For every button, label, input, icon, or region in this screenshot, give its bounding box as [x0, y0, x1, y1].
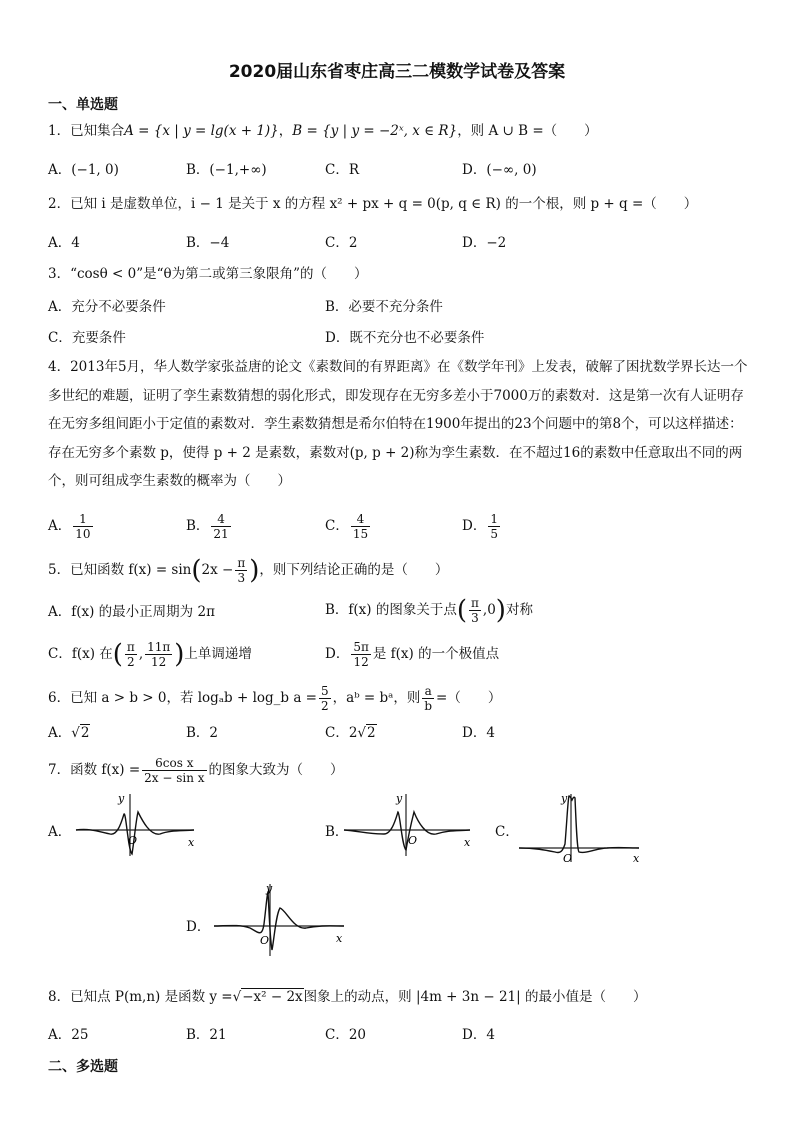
- q4-option-c[interactable]: [325, 512, 372, 541]
- q8-option-d[interactable]: D．4: [462, 1027, 495, 1043]
- q2-option-a[interactable]: A．4: [48, 235, 80, 251]
- q4-option-d-label: D．: [462, 518, 487, 534]
- svg-text:x: x: [464, 836, 471, 849]
- q5-option-a[interactable]: A．f(x) 的最小正周期为 2π: [48, 604, 215, 620]
- q1-sep: ，: [278, 123, 293, 139]
- q8-option-b[interactable]: B．21: [186, 1027, 227, 1043]
- question-4-stem: 4．2013年5月，华人数学家张益唐的论文《素数间的有界距离》在《数学年刊》上发表，破解了困扰数学界长达一个多世纪的难题，证明了孪生素数猜想的弱化形式，即发现存在无穷多差小于7000万的素数对．这是第一次有人证明存在无穷多组间距小于定值的素数对．孪生素数猜想是希尔伯特在1900年提出的23个问题中的第8个，可以这样描述：存在无穷多个素数 p，使得 p + 2 是素数，素数对(p, p + 2)称为孪生素数．在不超过16的素数中任意取出不同的两个，则可组成孪生素数的概率为（ ）: [48, 359, 748, 489]
- q6-option-c[interactable]: C．2√2: [325, 725, 376, 741]
- q6-option-d[interactable]: D．4: [462, 725, 495, 741]
- q7-graph-a[interactable]: [70, 790, 200, 860]
- q1-suffix: ，则 A ∪ B =（ ）: [457, 123, 598, 139]
- svg-text:x: x: [188, 836, 195, 849]
- question-8-stem: 8．已知点 P(m,n) 是函数 y =√−x² − 2x图象上的动点，则 |4m + 3n − 21| 的最小值是（ ）: [48, 989, 647, 1005]
- svg-text:y: y: [561, 792, 568, 805]
- q6-option-b[interactable]: B．2: [186, 725, 219, 741]
- q4-option-a[interactable]: [48, 512, 95, 541]
- q2-option-c[interactable]: C．2: [325, 235, 358, 251]
- q4-option-c-label: C．: [325, 518, 349, 534]
- q4-option-d[interactable]: [462, 512, 502, 541]
- q1-option-b[interactable]: B．(−1,+∞): [186, 162, 267, 178]
- q2-option-b[interactable]: B．−4: [186, 235, 230, 251]
- question-1-stem: [48, 121, 598, 141]
- q5-option-d[interactable]: D． $\frac{5\pi}{12}$ 是 f(x) 的一个极值点: [325, 640, 500, 669]
- q5-option-b[interactable]: B．f(x) 的图象关于点( $\frac{\pi}{3}$ ,0)对称: [325, 595, 533, 626]
- q1-option-c[interactable]: C．R: [325, 162, 359, 178]
- q4-option-b-fraction: $\frac{4}{21}$: [213, 512, 229, 541]
- q7-option-c[interactable]: C．: [495, 824, 519, 840]
- question-2-stem: 2．已知 i 是虚数单位，i − 1 是关于 x 的方程 x² + px + q = 0(p, q ∈ R) 的一个根，则 p + q =（ ）: [48, 196, 698, 212]
- q4-option-c-fraction: $\frac{4}{15}$: [352, 512, 369, 541]
- question-5-stem: 5．已知函数 f(x) = sin(2x − $\frac{\pi}{3}$ )，则下列结论正确的是（ ）: [48, 555, 449, 586]
- q4-option-a-label: A．: [48, 518, 72, 534]
- q5-option-c[interactable]: C．f(x) 在( $\frac{\pi}{2}$ , $\frac{11\pi}{12}$ )上单调递增: [48, 639, 252, 670]
- q4-option-b-label: B．: [186, 518, 210, 534]
- question-7-stem: 7．函数 f(x) = $\frac{\text{6cos x}}{\text{2x − sin x}}$ 的图象大致为（ ）: [48, 756, 344, 785]
- q1-set-b: B = {y | y = −2ˣ, x ∈ R}: [292, 123, 458, 139]
- q1-option-d[interactable]: D．(−∞, 0): [462, 162, 537, 178]
- q2-option-d[interactable]: D．−2: [462, 235, 507, 251]
- q7-graph-b[interactable]: [340, 790, 480, 860]
- q6-option-a[interactable]: A．√2: [48, 725, 90, 741]
- q3-option-a[interactable]: A．充分不必要条件: [48, 299, 166, 315]
- svg-text:y: y: [266, 882, 273, 895]
- q3-option-b[interactable]: B．必要不充分条件: [325, 299, 443, 315]
- q7-graph-d[interactable]: [210, 880, 350, 960]
- q8-option-c[interactable]: C．20: [325, 1027, 367, 1043]
- svg-text:x: x: [633, 852, 640, 865]
- page-title: 2020届山东省枣庄高三二模数学试卷及答案: [228, 62, 566, 82]
- svg-text:O: O: [128, 834, 138, 847]
- svg-text:x: x: [336, 932, 343, 945]
- svg-text:y: y: [396, 792, 403, 805]
- q7-option-a[interactable]: A．: [48, 824, 72, 840]
- q8-option-a[interactable]: A．25: [48, 1027, 89, 1043]
- svg-text:O: O: [563, 852, 573, 865]
- q1-option-a[interactable]: A．(−1, 0): [48, 162, 119, 178]
- q4-option-b[interactable]: [186, 512, 233, 541]
- svg-text:y: y: [118, 792, 125, 805]
- question-3-stem: 3．“cosθ < 0”是“θ为第二或第三象限角”的（ ）: [48, 266, 368, 282]
- q4-option-d-fraction: $\frac{1}{5}$: [490, 512, 498, 541]
- svg-text:O: O: [408, 834, 418, 847]
- svg-text:O: O: [260, 934, 270, 947]
- q3-option-d[interactable]: D．既不充分也不必要条件: [325, 330, 485, 346]
- q3-option-c[interactable]: C．充要条件: [48, 330, 126, 346]
- section-heading-multiple-choice: 二、多选题: [48, 1059, 118, 1075]
- q7-option-d[interactable]: D．: [186, 919, 211, 935]
- q1-prefix: 1．已知集合: [48, 123, 125, 139]
- q1-set-a: A = {x | y = lg(x + 1)}: [124, 123, 279, 139]
- section-heading-single-choice: 一、单选题: [48, 97, 118, 113]
- question-6-stem: 6．已知 a > b > 0，若 logₐb + log_b a = $\frac{5}{2}$ ，aᵇ = bᵃ，则 $\frac{a}{b}$ =（ ）: [48, 684, 502, 713]
- q7-option-b[interactable]: B．: [325, 824, 349, 840]
- q7-graph-c[interactable]: [515, 790, 645, 865]
- q4-option-a-fraction: $\frac{1}{10}$: [75, 512, 91, 541]
